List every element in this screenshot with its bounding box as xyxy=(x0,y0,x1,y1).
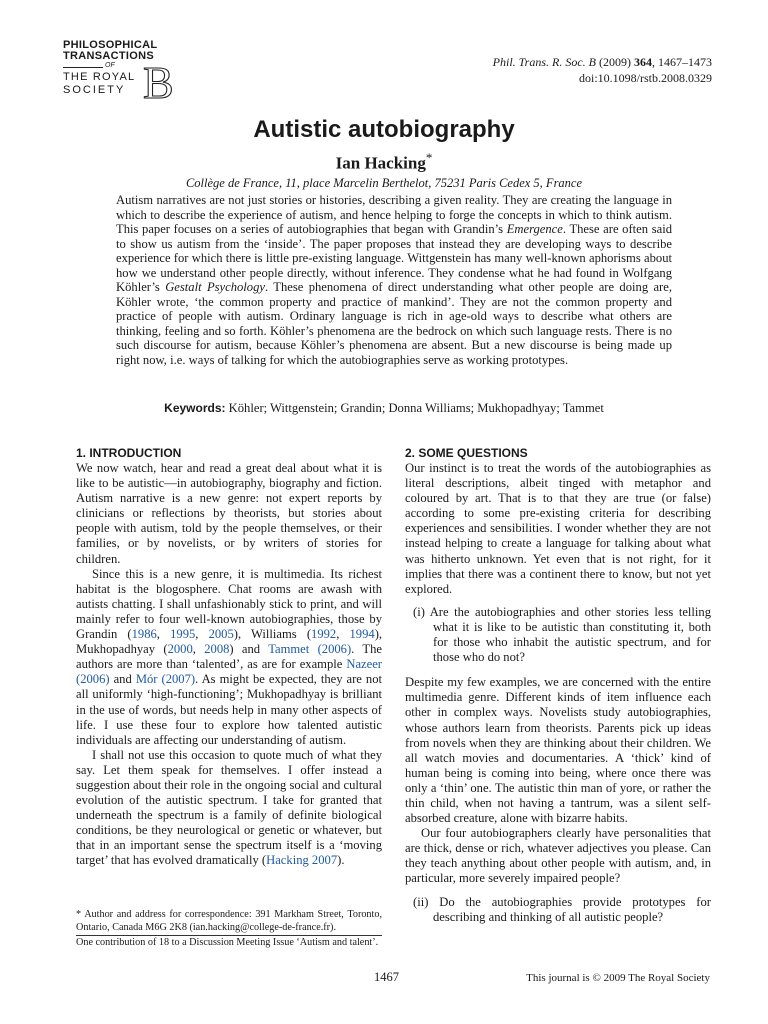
abstract-part-2: . These are often said to show us autism from the ‘inside’. The paper proposes that instead they are developing ways to describe experience for which there is little pre-existing language. Wittgenstein has many well-known aphorisms about how we understand other people directly, without inference. They condense what he had found in Wolfgang Köhler’s xyxy=(116,222,672,294)
left-column xyxy=(76,446,382,869)
paper-title: Autistic autobiography xyxy=(253,116,515,143)
questions-paragraph-1: Our instinct is to treat the words of the autobiographies as literal descriptions, albeit tinged with metaphor and coloured by art. That is to that they are true (or false) according to some pre-existing criteria for describing experiences and sensibilities. I wonder whether they are not instead helping to create a language for talking about what was hitherto unknown. Yet even that is not right, for it implies that there was a continent there to know, but not yet explored. xyxy=(405,461,711,596)
citation-link[interactable]: Mór (2007) xyxy=(135,672,196,687)
citation-link[interactable]: 1995 xyxy=(170,627,196,642)
citation-link[interactable]: Nazeer (2006) xyxy=(76,657,382,687)
citation-link[interactable]: 2008 xyxy=(204,642,230,657)
affiliation: Collège de France, 11, place Marcelin Berthelot, 75231 Paris Cedex 5, France xyxy=(185,176,583,190)
intro-paragraph-3 xyxy=(76,748,382,869)
citation-link[interactable]: 2000 xyxy=(167,642,193,657)
text-segment: ), Mukhopadhyay ( xyxy=(76,627,383,657)
logo-text-of: OF xyxy=(105,62,115,69)
text-segment: I shall not use this occasion to quote much of what they say. Let them speak for themselves. I offer instead a suggestion about their role in the ongoing social and cultural evolution of the autistic spectrum. I take for granted that underneath the spectrum is a family of definite biological conditions, be they neurological or genetic or whatever, but that in an important sense the spectrum itself is a ‘moving target’ that has evolved dramatically ( xyxy=(76,747,382,868)
logo-text-transactions: TRANSACTIONS xyxy=(63,50,154,62)
logo-b-mark xyxy=(141,60,177,100)
text-segment: , xyxy=(192,642,205,657)
citation-pages: , 1467–1473 xyxy=(652,55,712,69)
keywords-text: Köhler; Wittgenstein; Grandin; Donna Williams; Mukhopadhyay; Tammet xyxy=(225,401,604,415)
abstract-part-3: . These phenomena of direct understanding what other people are doing are, Köhler wrote, ‘the common property and practice of mankind’. They are not the common property and practice of people with autism. Ordinary language is rich in age-old ways to describe what others are thinking, feeling and so forth. Köhler’s phenomena are the bedrock on which such language rests. There is no such discourse for autism, because Köhler’s phenomena are absent. But a new discourse is being made up right now, i.e. ways of talking for which the autobiographies serve as working prototypes. xyxy=(116,280,672,367)
text-segment: , xyxy=(195,627,209,642)
abstract-part-1: Autism narratives are not just stories or histories, describing a given reality. They are creating the language in which to describe the experience of autism, and hence helping to forge the concepts in which to think autism. This paper focuses on a series of autobiographies that began with Grandin’s xyxy=(116,193,672,236)
page-number: 1467 xyxy=(374,970,399,984)
logo-text-philosophical: PHILOSOPHICAL xyxy=(63,39,158,51)
author-footnote-mark[interactable]: * xyxy=(425,150,433,165)
author-line xyxy=(0,150,768,174)
text-segment: . As might be expected, they are not all uniformly ‘high-functioning’; Mukhopadhyay is brilliant in the use of words, but needs help in many other aspects of life. I use these four to explore how talented autistic individuals are affecting our understanding of autism. xyxy=(76,672,383,747)
logo-text-the-royal: THE ROYAL xyxy=(63,71,136,83)
questions-paragraph-3: Our four autobiographers clearly have personalities that are thick, dense or rich, whatever adjectives you please. Can they teach anything about other people with autism, and, in particular, more severely impaired people? xyxy=(405,826,711,886)
citation-year: (2009) xyxy=(596,55,634,69)
section-heading-introduction: 1. INTRODUCTION xyxy=(76,446,182,460)
citation-link[interactable]: 1994 xyxy=(349,627,375,642)
logo-text-society: SOCIETY xyxy=(63,84,126,96)
text-segment: , xyxy=(156,627,171,642)
logo-b-letter: B xyxy=(143,60,174,100)
keywords xyxy=(0,401,768,416)
abstract-emergence: Emergence xyxy=(506,222,563,236)
text-segment: and xyxy=(109,672,136,687)
logo-rule xyxy=(63,67,103,68)
abstract-gestalt: Gestalt Psychology xyxy=(165,280,265,294)
citation-line xyxy=(493,54,712,70)
questions-paragraph-2: Despite my few examples, we are concerned with the entire multimedia genre. Different kinds of item influence each other in complex ways. Novelists study autobiographies, whose authors learn from theorists. Parents pick up ideas from novels when they are thinking about their children. We all watch movies and documentaries. A ‘thick’ kind of human being is coming into being, where once there was only a ‘thin’ one. The autistic thin man of yore, or rather the thin child, when not having a tantrum, was a silent self-absorbed creature, alone with bizarre habits. xyxy=(405,675,711,826)
contribution-footnote: One contribution of 18 to a Discussion Meeting Issue ‘Autism and talent’. xyxy=(76,937,379,948)
doi: doi:10.1098/rstb.2008.0329 xyxy=(578,71,712,85)
citation-link[interactable]: 1992 xyxy=(311,627,337,642)
citation-link[interactable]: 2005 xyxy=(208,627,234,642)
author-name: Ian Hacking xyxy=(335,153,426,173)
section-heading-some-questions: 2. SOME QUESTIONS xyxy=(405,446,528,460)
intro-paragraph-1: We now watch, hear and read a great deal about what it is like to be autistic—in autobiography, biography and fiction. Autism narrative is a new genre: not expert reports by clinicians or reflections by theorists, but stories about people with autism, told by the people themselves, or their families, or by novelists, or by writers of stories for children. xyxy=(76,461,382,566)
royal-society-logo xyxy=(63,40,183,100)
text-segment: ), Williams ( xyxy=(233,627,312,642)
question-ii: (ii) Do the autobiographies provide prototypes for describing and thinking of all autistic people? xyxy=(413,894,711,924)
journal-citation xyxy=(493,54,712,86)
intro-paragraph-2 xyxy=(76,567,382,748)
text-segment: , xyxy=(336,627,350,642)
right-column xyxy=(405,446,711,925)
text-segment: . The authors are more than ‘talented’, as are for example xyxy=(76,642,382,672)
text-segment: Since this is a new genre, it is multimedia. Its richest habitat is the blogosphere. Chat rooms are awash with autists chatting. I shall unfashionably stick to print, and will mainly refer to four well-known autobiographies, those by Grandin ( xyxy=(76,566,382,642)
keywords-label: Keywords: xyxy=(164,401,226,415)
footnote-divider xyxy=(76,935,382,936)
text-segment: ) and xyxy=(229,642,269,657)
citation-journal: Phil. Trans. R. Soc. B xyxy=(492,55,596,69)
citation-link[interactable]: Hacking 2007 xyxy=(266,853,338,868)
citation-volume: 364 xyxy=(634,55,652,69)
copyright-notice: This journal is © 2009 The Royal Society xyxy=(526,972,710,984)
abstract xyxy=(116,193,672,367)
text-segment: ). xyxy=(337,853,345,868)
citation-link[interactable]: Tammet (2006) xyxy=(268,642,352,657)
citation-link[interactable]: 1986 xyxy=(131,627,157,642)
question-i: (i) Are the autobiographies and other stories less telling what it is like to be autistic than constituting it, both for those who inhabit the autistic spectrum, and for those who do not? xyxy=(413,604,711,665)
author-footnote: * Author and address for correspondence: 391 Markham Street, Toronto, Ontario, Canada M6G 2K8 (ian.hacking@college-de-france.fr). xyxy=(76,909,382,933)
